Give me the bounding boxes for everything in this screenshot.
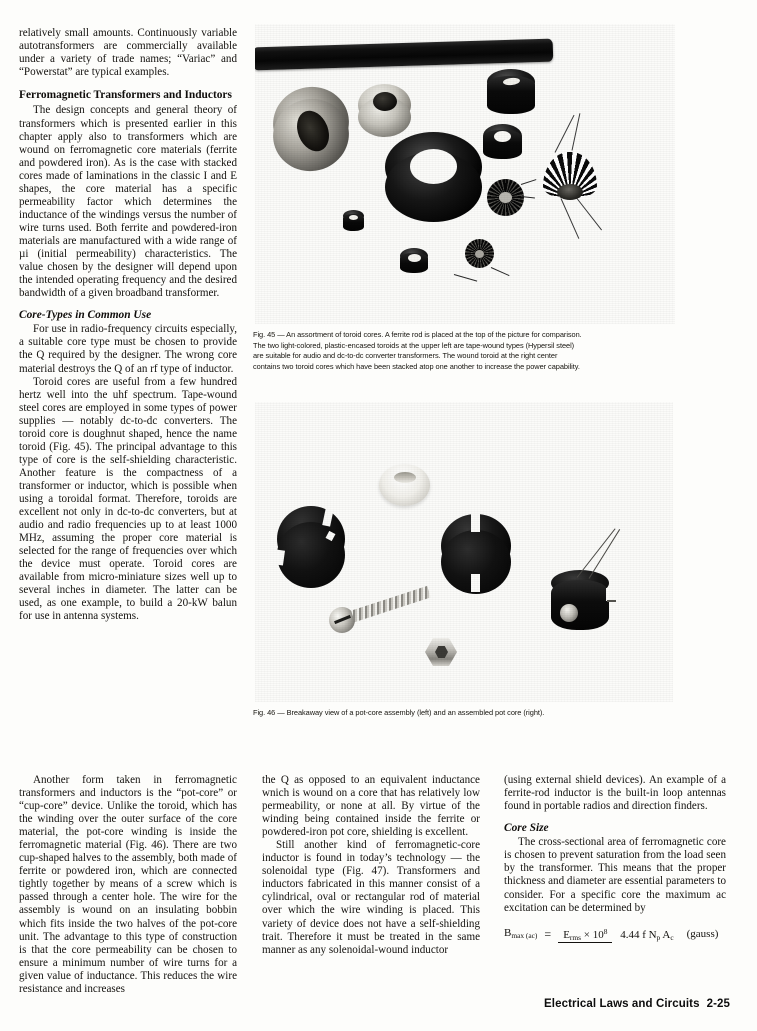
paragraph-continuation: relatively small amounts. Continuously variable autotransformers are commercially available under a variety of trade names; “Variac” and “Powerstat” are typical examples. xyxy=(19,27,237,79)
formula-den-main: 4.44 f N xyxy=(620,928,657,941)
formula-bmax xyxy=(504,925,726,944)
figure-45-caption-line-4: contains two toroid cores which have been stacked atop one another to increase the power capability. xyxy=(253,361,580,371)
figure-45-caption-line-1: Fig. 45 — An assortment of toroid cores. A ferrite rod is placed at the top of the picture for comparison. xyxy=(253,330,582,339)
assembled-pot-core-lead-1 xyxy=(577,528,616,577)
paragraph-q-continuation: the Q as opposed to an equivalent inductance wnich is wound on a core that has relatively low permeability, or none at all. By virtue of the winding being contained inside the ferrite or powdered-iron pot core, shielding is excellent. xyxy=(262,774,480,839)
left-column-bottom xyxy=(19,774,237,996)
formula-b-symbol: B xyxy=(504,926,512,939)
insulating-bobbin-hole xyxy=(394,472,416,483)
paragraph-rf-circuits: For use in radio-frequency circuits especially, a suitable core type must be chosen to provide the Q required by the designer. The wrong core material destroys the Q of an rf type of inductor. xyxy=(19,323,237,375)
formula-erms-subscript: rms xyxy=(569,932,582,942)
figure-46 xyxy=(253,402,725,719)
paragraph-solenoidal: Still another kind of ferromagnetic-core inductor is found in today’s technology — the solenoidal type (Fig. 47). Transformers and inductors fabricated in this manner consist of a cylindrical, oval or rectangular rod of material over which the wire winding is placed. This variety of device does not have a self-shielding trait. Therefore it must be treated in the same manner as any solenoidal-wound inductor xyxy=(262,839,480,956)
pot-core-half-right-slot-bottom xyxy=(471,574,480,592)
paragraph-cross-section: The cross-sectional area of ferromagnetic core is chosen to prevent saturation from the load seen by the transformer. This means that the proper thickness and diameter are essential parameters to consider. For a specific core the maximum ac excitation can be determined by xyxy=(504,836,726,914)
toroid-large-ferrite-hole xyxy=(410,149,457,184)
formula-denominator xyxy=(615,928,678,941)
toroid-small-bottom-hole xyxy=(408,254,421,262)
figure-45-caption-line-3: are suitable for audio and dc-to-dc converter transformers. The wound toroid at the right center xyxy=(253,351,558,361)
formula-ac-symbol: A xyxy=(662,928,671,941)
pot-core-half-right-slot-top xyxy=(471,512,480,532)
assembled-pot-core-screw xyxy=(560,604,578,622)
assembled-pot-core-terminal xyxy=(607,600,616,602)
toroid-stacked-pair-hole xyxy=(494,131,511,142)
insulating-bobbin xyxy=(379,464,430,506)
page-footer xyxy=(544,998,730,1010)
figure-45-photo xyxy=(255,24,675,324)
heading-core-types: Core-Types in Common Use xyxy=(19,309,152,322)
formula-lhs xyxy=(504,927,537,942)
formula-ten: 10 xyxy=(592,928,604,941)
pot-core-half-left-body xyxy=(277,522,345,588)
paragraph-pot-core: Another form taken in ferromagnetic transformers and inductors is the “pot-core” or “cup-core” device. Unlike the toroid, which has the winding over the outer surface of the core material, the pot-core winding is inside the ferromagnetic material (Fig. 46). There are two cup-shaped halves to the assembly, both made of ferrite or powdered iron, which are connected tightly together by means of a screw which is passed through a center hole. The wire for the assembly is wound on an insulating bobbin which fits inside the two halves of the pot-core unit. The advantage to this type of construction is that the core permeability can be chosen to ensure a minimum number of wire turns for a given value of inductance. This reduces the wire resistance and increases xyxy=(19,774,237,995)
paragraph-design-concepts: The design concepts and general theory of transformers which is presented earlier in this chapter apply also to transformers which are wound on ferromagnetic core materials (ferrite and powdered iron). As is the case with stacked cores made of laminations in the classic I and E shapes, the core material has a specific permeability factor which determines the inductance of the windings versus the number of wire turns used. Both ferrite and powdered-iron materials are manufactured with a wide range of µi (initial permeability) characteristics. The value chosen by the designer will depend upon the intended operating frequency and the desired bandwidth of a given broadband transformer. xyxy=(19,104,237,300)
formula-ac-subscript: c xyxy=(670,932,674,942)
formula-equals: = xyxy=(544,926,552,941)
toroid-wound-radial-lead-2 xyxy=(572,113,581,150)
figure-45-caption xyxy=(253,330,725,372)
ferrite-rod xyxy=(255,39,553,71)
paragraph-toroid-cores: Toroid cores are useful from a few hundred hertz well into the uhf spectrum. Tape-wound steel cores are employed in some types of power supplies — notably dc-to-dc converters. The toroid core is doughnut shaped, hence the name toroid (Fig. 45). The principal advantage to this type of core is the self-shielding characteristic. Another feature is the compactness of a transformer or inductor, which is possible when using a toroidal format. Therefore, toroids are excellent not only in dc-to-dc converters, but at audio and radio frequencies up to at least 1000 MHz, assuming the proper core material is selected for the range of frequencies over which the device must operate. Toroid cores are available from micro-miniature sizes well up to several inches in diameter. The latter can be used, as one example, to build a 20-kW balun for use in antenna systems. xyxy=(19,375,237,623)
heading-ferromagnetic-transformers: Ferromagnetic Transformers and Inductors xyxy=(19,89,232,102)
assembled-pot-core-body xyxy=(551,580,609,630)
toroid-wound-radial-lead-3 xyxy=(561,198,580,239)
formula-exponent: 8 xyxy=(603,926,608,936)
toroid-wound-small-hole xyxy=(475,250,484,258)
formula-numerator xyxy=(558,926,612,943)
formula-b-subscript: max (ac) xyxy=(511,930,538,940)
figure-45-caption-line-2: The two light-colored, plastic-encased toroids at the upper left are tape-wound types (Hypersil steel) xyxy=(253,340,575,350)
figure-46-caption xyxy=(253,708,725,719)
formula-fraction xyxy=(558,925,678,944)
figure-46-photo xyxy=(255,402,673,702)
toroid-wound-small-lead-2 xyxy=(491,267,510,276)
toroid-tape-wound-small-hole xyxy=(373,92,397,111)
formula-units: (gauss) xyxy=(686,927,719,940)
formula-np-subscript: p xyxy=(656,932,661,942)
toroid-micro-bead-hole xyxy=(349,215,358,220)
toroid-wound-small-lead-1 xyxy=(454,274,477,282)
left-column-top xyxy=(19,27,237,623)
toroid-wound-multiturn-lead-1 xyxy=(521,179,537,185)
right-column-bottom xyxy=(504,774,726,944)
toroid-wound-radial-lead-4 xyxy=(577,198,602,230)
formula-erms: E xyxy=(563,928,570,941)
figure-46-caption-line-1: Fig. 46 — Breakaway view of a pot-core assembly (left) and an assembled pot core (right). xyxy=(253,708,545,717)
middle-column-bottom xyxy=(262,774,480,957)
footer-chapter-title: Electrical Laws and Circuits xyxy=(544,998,700,1010)
footer-page-number: 2-25 xyxy=(706,998,730,1010)
toroid-wound-multiturn-hole xyxy=(499,192,512,203)
heading-core-size: Core Size xyxy=(504,822,549,835)
figure-45 xyxy=(253,24,725,372)
paragraph-shield-continuation: (using external shield devices). An example of a ferrite-rod inductor is the built-in loop antennas found in portable radios and direction finders. xyxy=(504,774,726,813)
formula-multiply: × xyxy=(583,928,590,941)
screw-shank xyxy=(351,586,431,622)
